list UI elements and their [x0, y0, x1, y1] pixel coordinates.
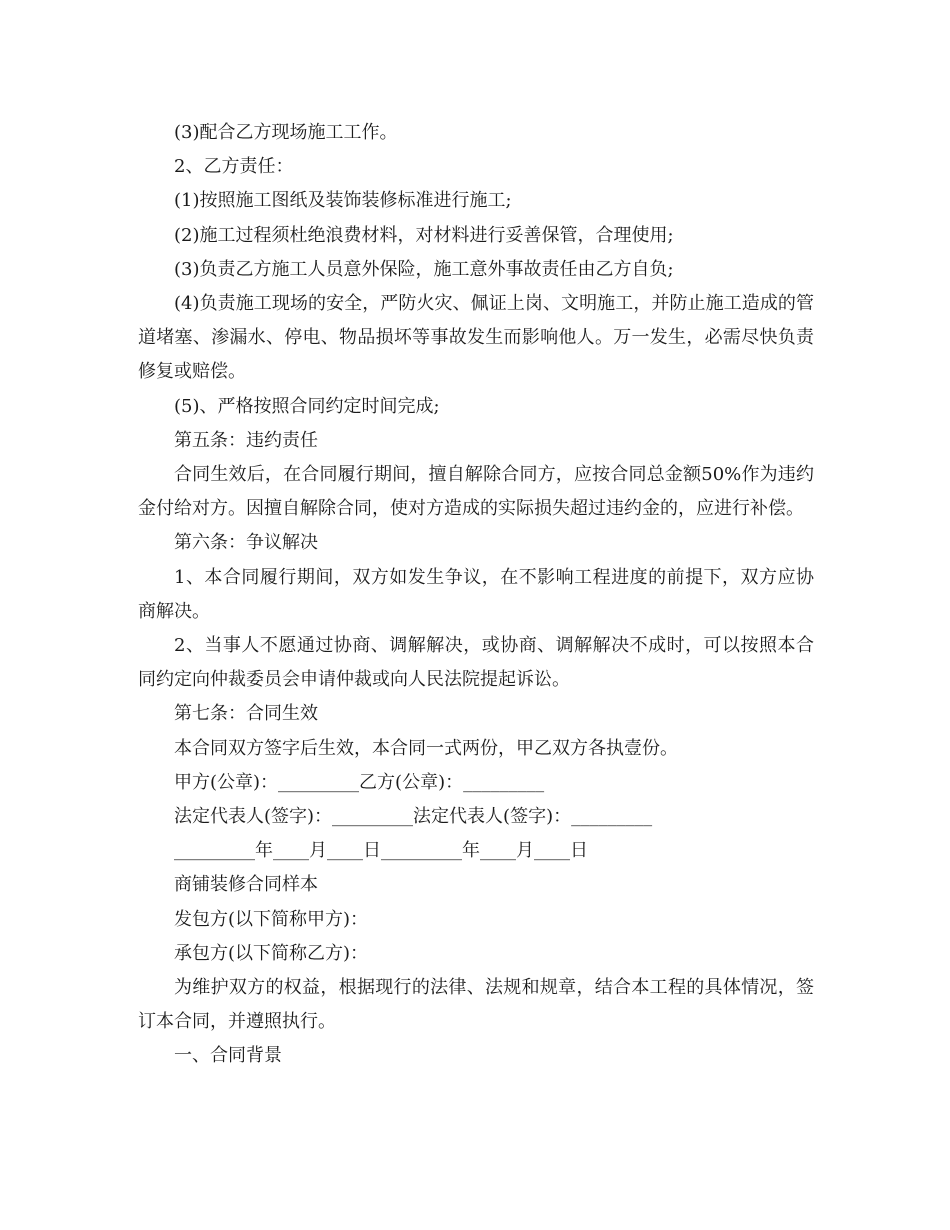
document-body — [138, 116, 814, 1074]
party-b-line: 承包方(以下简称乙方)： — [174, 942, 369, 964]
signature-line-representative: 法定代表人(签字)：_________法定代表人(签字)：_________ — [174, 806, 653, 828]
paragraph: 本合同双方签字后生效，本合同一式两份，甲乙双方各执壹份。 — [174, 737, 678, 759]
paragraph: (4)负责施工现场的安全，严防火灾、佩证上岗、文明施工，并防止施工造成的管道堵塞、渗漏水、停电、物品损坏等事故发生而影响他人。万一发生，必需尽快负责修复或赔偿。 — [138, 293, 814, 383]
section-heading: 一、合同背景 — [174, 1045, 282, 1067]
section-heading: 第五条：违约责任 — [174, 429, 318, 451]
paragraph: (2)施工过程须杜绝浪费材料，对材料进行妥善保管，合理使用; — [174, 224, 674, 246]
paragraph: (3)负责乙方施工人员意外保险，施工意外事故责任由乙方自负; — [174, 258, 674, 280]
paragraph: 为维护双方的权益，根据现行的法律、法规和规章，结合本工程的具体情况，签订本合同，并遵照执行。 — [138, 977, 814, 1033]
document-title: 商铺装修合同样本 — [174, 874, 318, 896]
paragraph: 合同生效后，在合同履行期间，擅自解除合同方，应按合同总金额50%作为违约金付给对方。因擅自解除合同，使对方造成的实际损失超过违约金的，应进行补偿。 — [138, 464, 814, 520]
signature-line-date: _________年____月____日_________年____月____日 — [174, 840, 588, 862]
paragraph: 2、乙方责任： — [174, 156, 294, 178]
section-heading: 第七条：合同生效 — [174, 703, 318, 725]
section-heading: 第六条：争议解决 — [174, 532, 318, 554]
paragraph: 2、当事人不愿通过协商、调解解决，或协商、调解解决不成时，可以按照本合同约定向仲裁委员会申请仲裁或向人民法院提起诉讼。 — [138, 635, 814, 691]
party-a-line: 发包方(以下简称甲方)： — [174, 908, 369, 930]
paragraph: (1)按照施工图纸及装饰装修标准进行施工; — [174, 190, 512, 212]
paragraph: (3)配合乙方现场施工工作。 — [174, 122, 398, 143]
paragraph: 1、本合同履行期间，双方如发生争议，在不影响工程进度的前提下，双方应协商解决。 — [138, 566, 814, 622]
paragraph: (5)、严格按照合同约定时间完成; — [174, 395, 440, 417]
signature-line-seal: 甲方(公章)：_________乙方(公章)：_________ — [174, 771, 545, 793]
